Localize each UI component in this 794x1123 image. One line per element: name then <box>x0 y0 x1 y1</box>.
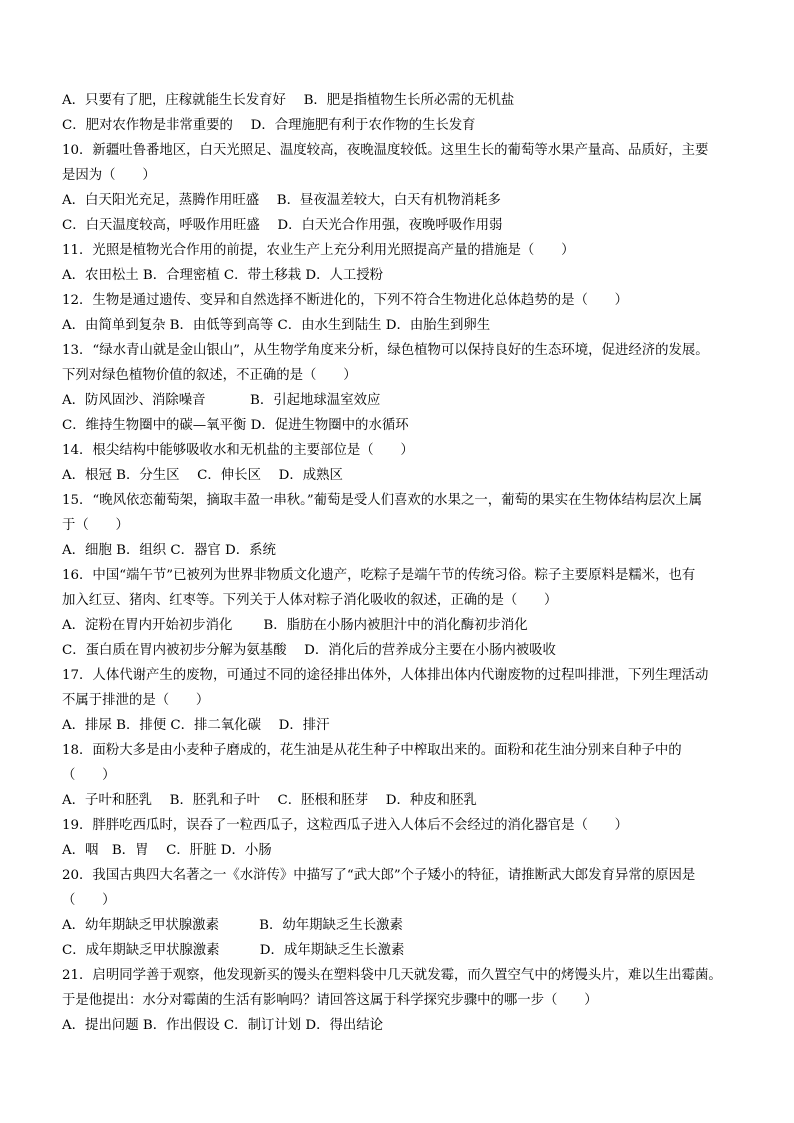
question-17-stem: 17．人体代谢产生的废物，可通过不同的途径排出体外，人体排出体内代谢废物的过程叫排泄，下列生理活动 <box>62 668 709 683</box>
question-13-stem: 13．“绿水青山就是金山银山”，从生物学角度来分析，绿色植物可以保持良好的生态环境，促进经济的发展。 <box>62 343 709 358</box>
document-page <box>62 88 742 1038</box>
option-line-12: A．由简单到复杂 B．由低等到高等 C．由水生到陆生 D．由胎生到卵生 <box>62 318 491 333</box>
option-line-18: A．子叶和胚乳 B．胚乳和子叶 C．胚根和胚芽 D．种皮和胚乳 <box>62 793 477 808</box>
question-16-stem: 16．中国“端午节”已被列为世界非物质文化遗产，吃粽子是端午节的传统习俗。粽子主要原料是糯米，也有 <box>62 568 696 583</box>
option-line-11: A．农田松土 B．合理密植 C．带土移栽 D．人工授粉 <box>62 268 384 283</box>
option-line-20cd: C．成年期缺乏甲状腺激素 D．成年期缺乏生长激素 <box>62 943 405 958</box>
question-20-stem-cont: （ ） <box>62 893 116 908</box>
option-line-10cd: C．白天温度较高，呼吸作用旺盛 D．白天光合作用强，夜晚呼吸作用弱 <box>62 218 503 233</box>
question-12-stem: 12．生物是通过遗传、变异和自然选择不断进化的，下列不符合生物进化总体趋势的是（ ） <box>62 293 629 308</box>
question-21-stem: 21．启明同学善于观察，他发现新买的馒头在塑料袋中几天就发霉，而久置空气中的烤馒头片，难以生出霉菌。 <box>62 968 722 983</box>
question-15-stem-cont: 于（ ） <box>62 518 129 533</box>
question-21-stem-cont: 于是他提出：水分对霉菌的生活有影响吗？请回答这属于科学探究步骤中的哪一步（ ） <box>62 993 598 1008</box>
question-19-stem: 19．胖胖吃西瓜时，误吞了一粒西瓜子，这粒西瓜子进入人体后不会经过的消化器官是（ ） <box>62 818 629 833</box>
option-line-16cd: C．蛋白质在胃内被初步分解为氨基酸 D．消化后的营养成分主要在小肠内被吸收 <box>62 643 556 658</box>
question-20-stem: 20．我国古典四大名著之一《水浒传》中描写了“武大郎”个子矮小的特征，请推断武大郎发育异常的原因是 <box>62 868 696 883</box>
option-line-19: A．咽 B．胃 C．肝脏 D．小肠 <box>62 843 272 858</box>
option-line-10ab: A．白天阳光充足，蒸腾作用旺盛 B．昼夜温差较大，白天有机物消耗多 <box>62 193 501 208</box>
option-line-16ab: A．淀粉在胃内开始初步消化 B．脂肪在小肠内被胆汁中的消化酶初步消化 <box>62 618 528 633</box>
question-10-stem-cont: 是因为（ ） <box>62 168 156 183</box>
option-line-13cd: C．维持生物圈中的碳—氧平衡 D．促进生物圈中的水循环 <box>62 418 409 433</box>
option-line-20ab: A．幼年期缺乏甲状腺激素 B．幼年期缺乏生长激素 <box>62 918 403 933</box>
option-line-9cd: C．肥对农作物是非常重要的 D．合理施肥有利于农作物的生长发育 <box>62 118 476 133</box>
question-18-stem: 18．面粉大多是由小麦种子磨成的，花生油是从花生种子中榨取出来的。面粉和花生油分别来自种子中的 <box>62 743 682 758</box>
question-18-stem-cont: （ ） <box>62 768 116 783</box>
option-line-13ab: A．防风固沙、消除噪音 B．引起地球温室效应 <box>62 393 381 408</box>
question-14-stem: 14．根尖结构中能够吸收水和无机盐的主要部位是（ ） <box>62 443 414 458</box>
option-line-14: A．根冠 B．分生区 C．伸长区 D．成熟区 <box>62 468 343 483</box>
question-13-stem-cont: 下列对绿色植物价值的叙述，不正确的是（ ） <box>62 368 357 383</box>
question-17-stem-cont: 不属于排泄的是（ ） <box>62 693 210 708</box>
question-16-stem-cont: 加入红豆、猪肉、红枣等。下列关于人体对粽子消化吸收的叙述，正确的是（ ） <box>62 593 558 608</box>
question-15-stem: 15．“晚风依恋葡萄架，摘取丰盈一串秋。”葡萄是受人们喜欢的水果之一，葡萄的果实在生物体结构层次上属 <box>62 493 702 508</box>
option-line-15: A．细胞 B．组织 C．器官 D．系统 <box>62 543 276 558</box>
question-10-stem: 10．新疆吐鲁番地区，白天光照足、温度较高，夜晚温度较低。这里生长的葡萄等水果产量高、品质好，主要 <box>62 143 709 158</box>
option-line-9ab: A．只要有了肥，庄稼就能生长发育好 B．肥是指植物生长所必需的无机盐 <box>62 93 515 108</box>
option-line-17: A．排尿 B．排便 C．排二氧化碳 D．排汗 <box>62 718 330 733</box>
option-line-21: A．提出问题 B．作出假设 C．制订计划 D．得出结论 <box>62 1018 384 1033</box>
question-11-stem: 11．光照是植物光合作用的前提，农业生产上充分利用光照提高产量的措施是（ ） <box>62 243 575 258</box>
